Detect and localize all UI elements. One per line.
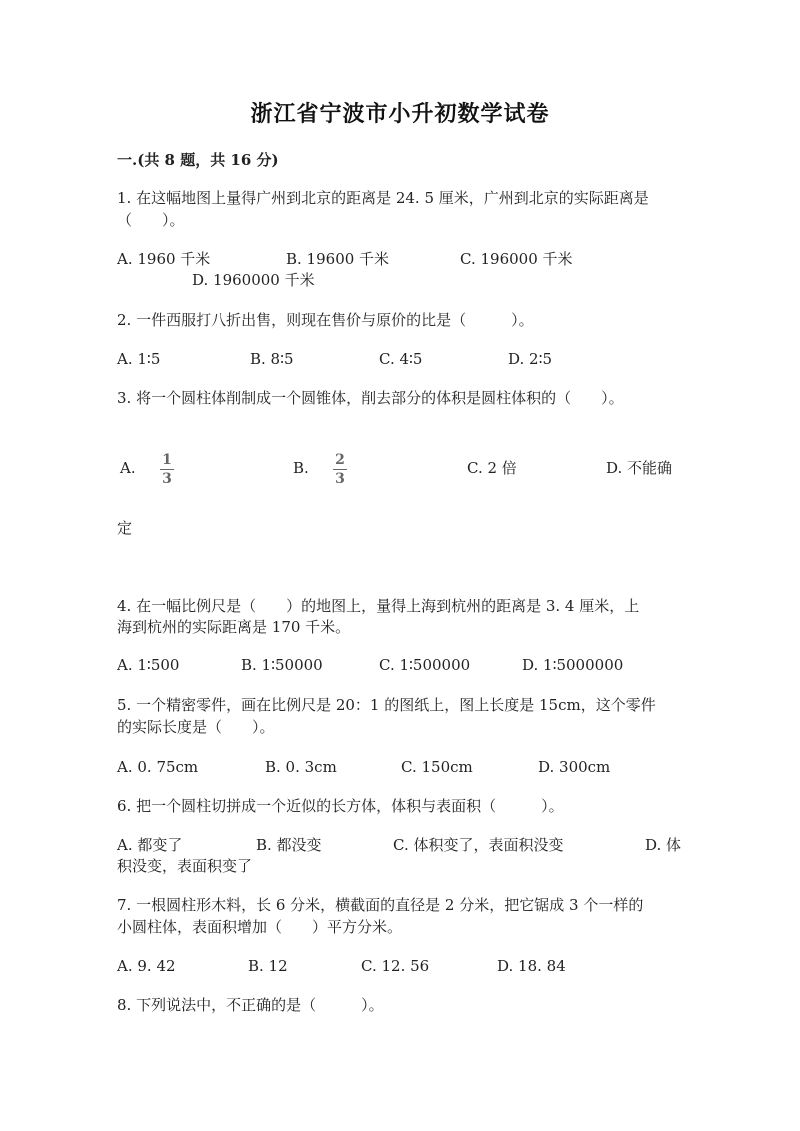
question-5-option-c[interactable]: C. 150cm [401,758,473,776]
question-4-option-c[interactable]: C. 1∶500000 [379,656,471,674]
question-7-option-b[interactable]: B. 12 [248,957,288,975]
question-4-option-d[interactable]: D. 1∶5000000 [522,656,624,674]
section-header: 一.(共 8 题，共 16 分) [117,151,279,169]
question-7-option-c[interactable]: C. 12. 56 [361,957,430,975]
question-1-option-c[interactable]: C. 196000 千米 [460,250,573,268]
question-3-option-d[interactable]: D. 不能确 [606,459,673,477]
fraction-bar [160,469,174,470]
page-title: 浙江省宁波市小升初数学试卷 [250,101,550,127]
question-3-option-c[interactable]: C. 2 倍 [467,459,517,477]
question-7-option-d[interactable]: D. 18. 84 [497,957,566,975]
question-6-option-c[interactable]: C. 体积变了，表面积没变 [393,836,564,854]
question-3-option-b-label[interactable]: B. [293,459,309,477]
question-6-option-d-cont: 积没变，表面积变了 [117,857,253,875]
question-4-option-b[interactable]: B. 1∶50000 [241,656,323,674]
question-8-text: 8. 下列说法中，不正确的是（ ）。 [117,996,384,1014]
question-6-option-b[interactable]: B. 都没变 [256,836,322,854]
question-7-text-cont: 小圆柱体，表面积增加（ ）平方分米。 [117,918,403,936]
question-5-option-b[interactable]: B. 0. 3cm [265,758,337,776]
question-7-option-a[interactable]: A. 9. 42 [117,957,176,975]
question-6-option-d[interactable]: D. 体 [645,836,682,854]
question-5-option-d[interactable]: D. 300cm [538,758,611,776]
question-6-text: 6. 把一个圆柱切拼成一个近似的长方体，体积与表面积（ ）。 [117,797,564,815]
question-2-option-c[interactable]: C. 4∶5 [379,350,423,368]
question-4-text: 4. 在一幅比例尺是（ ）的地图上，量得上海到杭州的距离是 3. 4 厘米，上 [117,597,640,615]
question-3-text: 3. 将一个圆柱体削制成一个圆锥体，削去部分的体积是圆柱体积的（ ）。 [117,389,624,407]
question-1-text: 1. 在这幅地图上量得广州到北京的距离是 24. 5 厘米，广州到北京的实际距离是 [117,189,649,207]
question-2-text: 2. 一件西服打八折出售，则现在售价与原价的比是（ ）。 [117,311,534,329]
question-6-option-a[interactable]: A. 都变了 [117,836,183,854]
question-2-option-a[interactable]: A. 1∶5 [117,350,161,368]
fraction-numerator: 1 [162,452,172,468]
question-1-option-b[interactable]: B. 19600 千米 [286,250,390,268]
question-2-option-d[interactable]: D. 2∶5 [508,350,553,368]
question-5-text: 5. 一个精密零件，画在比例尺是 20：1 的图纸上，图上长度是 15cm，这个零件 [117,696,656,714]
fraction-denominator: 3 [335,471,345,487]
question-1-text-cont: （ ）。 [117,211,185,229]
question-4-text-cont: 海到杭州的实际距离是 170 千米。 [117,618,351,636]
question-3-option-a-fraction[interactable] [160,452,174,487]
fraction-bar [333,469,347,470]
question-7-text: 7. 一根圆柱形木料，长 6 分米，横截面的直径是 2 分米，把它锯成 3 个一样的 [117,896,644,914]
question-5-text-cont: 的实际长度是（ ）。 [117,718,275,736]
question-4-option-a[interactable]: A. 1∶500 [117,656,180,674]
question-1-option-a[interactable]: A. 1960 千米 [117,250,211,268]
question-5-option-a[interactable]: A. 0. 75cm [117,758,199,776]
question-3-option-d-cont: 定 [117,519,133,537]
question-3-option-a-label[interactable]: A. [120,459,136,477]
fraction-numerator: 2 [335,452,345,468]
question-1-option-d[interactable]: D. 1960000 千米 [192,271,315,289]
question-2-option-b[interactable]: B. 8∶5 [250,350,294,368]
question-3-option-b-fraction[interactable] [333,452,347,487]
fraction-denominator: 3 [162,471,172,487]
